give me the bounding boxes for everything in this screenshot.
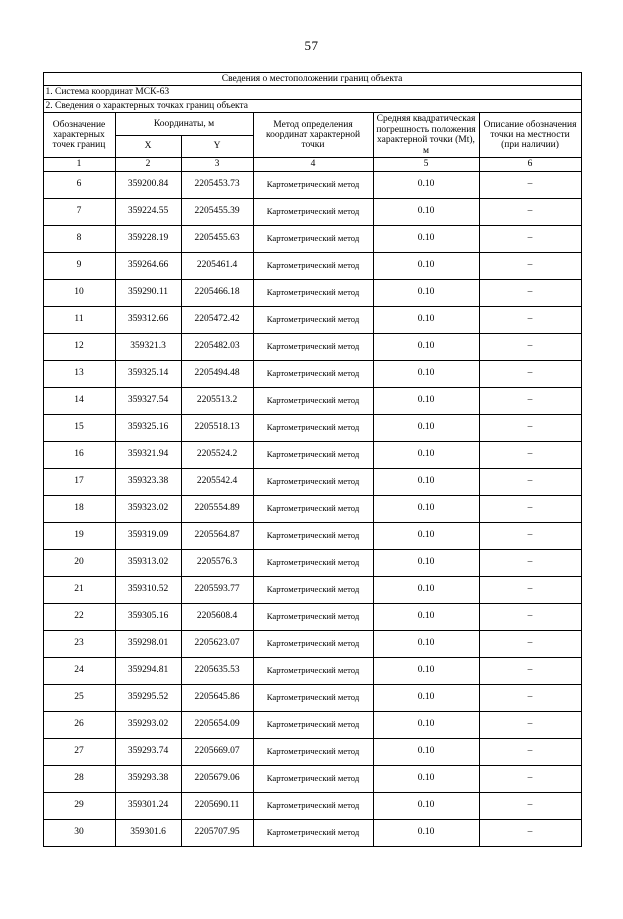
table-row	[43, 306, 581, 333]
cell-coordinate-y: 2205455.39	[181, 198, 253, 225]
cell-coordinate-y: 2205455.63	[181, 225, 253, 252]
cell-method: Картометрический метод	[253, 576, 373, 603]
cell-error: 0.10	[373, 252, 479, 279]
cell-method: Картометрический метод	[253, 792, 373, 819]
cell-description: –	[479, 441, 581, 468]
cell-coordinate-y: 2205576.3	[181, 549, 253, 576]
cell-point-number: 21	[43, 576, 115, 603]
cell-coordinate-x: 359325.14	[115, 360, 181, 387]
cell-point-number: 29	[43, 792, 115, 819]
cell-description: –	[479, 549, 581, 576]
cell-coordinate-x: 359319.09	[115, 522, 181, 549]
cell-description: –	[479, 711, 581, 738]
cell-method: Картометрический метод	[253, 549, 373, 576]
cell-description: –	[479, 495, 581, 522]
cell-error: 0.10	[373, 333, 479, 360]
cell-coordinate-y: 2205518.13	[181, 414, 253, 441]
cell-coordinate-x: 359293.38	[115, 765, 181, 792]
table-row	[43, 684, 581, 711]
section-row-points-info	[43, 99, 581, 112]
cell-coordinate-x: 359224.55	[115, 198, 181, 225]
table-row	[43, 279, 581, 306]
cell-method: Картометрический метод	[253, 468, 373, 495]
cell-error: 0.10	[373, 495, 479, 522]
header-method: Метод определения координат характерной точки	[253, 113, 373, 158]
cell-coordinate-y: 2205645.86	[181, 684, 253, 711]
cell-coordinate-x: 359200.84	[115, 171, 181, 198]
cell-coordinate-x: 359305.16	[115, 603, 181, 630]
cell-description: –	[479, 360, 581, 387]
cell-error: 0.10	[373, 792, 479, 819]
table-body	[43, 73, 581, 172]
table-row	[43, 225, 581, 252]
cell-description: –	[479, 522, 581, 549]
column-number-1: 1	[43, 158, 115, 171]
cell-coordinate-x: 359290.11	[115, 279, 181, 306]
table-row	[43, 252, 581, 279]
table-row	[43, 468, 581, 495]
cell-coordinate-y: 2205635.53	[181, 657, 253, 684]
table-row	[43, 711, 581, 738]
cell-error: 0.10	[373, 711, 479, 738]
table-row	[43, 522, 581, 549]
cell-coordinate-y: 2205554.89	[181, 495, 253, 522]
table-row	[43, 360, 581, 387]
cell-coordinate-x: 359321.3	[115, 333, 181, 360]
cell-point-number: 9	[43, 252, 115, 279]
column-number-3: 3	[181, 158, 253, 171]
cell-error: 0.10	[373, 765, 479, 792]
cell-point-number: 11	[43, 306, 115, 333]
table-title: Сведения о местоположении границ объекта	[43, 73, 581, 86]
cell-error: 0.10	[373, 306, 479, 333]
cell-description: –	[479, 765, 581, 792]
cell-method: Картометрический метод	[253, 360, 373, 387]
cell-coordinate-y: 2205472.42	[181, 306, 253, 333]
cell-error: 0.10	[373, 225, 479, 252]
table-row	[43, 441, 581, 468]
header-point-designation: Обозначение характерных точек границ	[43, 113, 115, 158]
cell-description: –	[479, 468, 581, 495]
cell-coordinate-x: 359295.52	[115, 684, 181, 711]
cell-point-number: 30	[43, 819, 115, 846]
cell-point-number: 18	[43, 495, 115, 522]
cell-description: –	[479, 306, 581, 333]
cell-method: Картометрический метод	[253, 495, 373, 522]
table-row	[43, 819, 581, 846]
cell-error: 0.10	[373, 522, 479, 549]
header-y: Y	[181, 135, 253, 157]
cell-method: Картометрический метод	[253, 225, 373, 252]
boundary-info-table-wrapper	[43, 72, 581, 847]
cell-method: Картометрический метод	[253, 252, 373, 279]
cell-point-number: 24	[43, 657, 115, 684]
cell-coordinate-x: 359294.81	[115, 657, 181, 684]
cell-coordinate-y: 2205466.18	[181, 279, 253, 306]
cell-error: 0.10	[373, 549, 479, 576]
cell-method: Картометрический метод	[253, 279, 373, 306]
cell-point-number: 8	[43, 225, 115, 252]
table-row	[43, 495, 581, 522]
cell-error: 0.10	[373, 387, 479, 414]
cell-error: 0.10	[373, 603, 479, 630]
header-error: Средняя квадратическая погрешность положения характерной точки (Mt), м	[373, 113, 479, 158]
cell-method: Картометрический метод	[253, 441, 373, 468]
cell-coordinate-x: 359327.54	[115, 387, 181, 414]
cell-error: 0.10	[373, 414, 479, 441]
cell-coordinate-x: 359298.01	[115, 630, 181, 657]
cell-description: –	[479, 279, 581, 306]
cell-point-number: 14	[43, 387, 115, 414]
table-row	[43, 549, 581, 576]
cell-error: 0.10	[373, 684, 479, 711]
table-row	[43, 603, 581, 630]
cell-method: Картометрический метод	[253, 198, 373, 225]
cell-description: –	[479, 819, 581, 846]
cell-point-number: 13	[43, 360, 115, 387]
cell-coordinate-y: 2205482.03	[181, 333, 253, 360]
cell-point-number: 22	[43, 603, 115, 630]
cell-error: 0.10	[373, 279, 479, 306]
table-row	[43, 738, 581, 765]
cell-coordinate-y: 2205494.48	[181, 360, 253, 387]
cell-coordinate-x: 359228.19	[115, 225, 181, 252]
cell-method: Картометрический метод	[253, 522, 373, 549]
cell-method: Картометрический метод	[253, 387, 373, 414]
cell-error: 0.10	[373, 576, 479, 603]
cell-error: 0.10	[373, 171, 479, 198]
cell-point-number: 15	[43, 414, 115, 441]
cell-error: 0.10	[373, 198, 479, 225]
cell-point-number: 27	[43, 738, 115, 765]
table-row	[43, 630, 581, 657]
cell-point-number: 26	[43, 711, 115, 738]
cell-description: –	[479, 171, 581, 198]
cell-description: –	[479, 198, 581, 225]
cell-coordinate-x: 359313.02	[115, 549, 181, 576]
table-row	[43, 792, 581, 819]
cell-description: –	[479, 792, 581, 819]
cell-method: Картометрический метод	[253, 765, 373, 792]
section-row-coordinate-system	[43, 86, 581, 99]
column-number-6: 6	[479, 158, 581, 171]
page-number: 57	[304, 38, 319, 53]
cell-coordinate-x: 359312.66	[115, 306, 181, 333]
cell-description: –	[479, 576, 581, 603]
cell-error: 0.10	[373, 738, 479, 765]
cell-point-number: 20	[43, 549, 115, 576]
cell-description: –	[479, 333, 581, 360]
header-row-main	[43, 113, 581, 135]
cell-point-number: 23	[43, 630, 115, 657]
cell-coordinate-x: 359321.94	[115, 441, 181, 468]
cell-method: Картометрический метод	[253, 414, 373, 441]
cell-error: 0.10	[373, 657, 479, 684]
header-coordinates-group: Координаты, м	[115, 113, 253, 135]
cell-coordinate-x: 359310.52	[115, 576, 181, 603]
cell-point-number: 17	[43, 468, 115, 495]
table-row	[43, 765, 581, 792]
cell-coordinate-x: 359293.02	[115, 711, 181, 738]
cell-point-number: 12	[43, 333, 115, 360]
cell-point-number: 19	[43, 522, 115, 549]
cell-point-number: 28	[43, 765, 115, 792]
cell-description: –	[479, 684, 581, 711]
cell-method: Картометрический метод	[253, 738, 373, 765]
table-title-row	[43, 73, 581, 86]
cell-coordinate-x: 359325.16	[115, 414, 181, 441]
table-row	[43, 171, 581, 198]
cell-point-number: 10	[43, 279, 115, 306]
cell-error: 0.10	[373, 819, 479, 846]
cell-coordinate-y: 2205542.4	[181, 468, 253, 495]
cell-description: –	[479, 630, 581, 657]
cell-description: –	[479, 387, 581, 414]
cell-description: –	[479, 252, 581, 279]
cell-coordinate-y: 2205564.87	[181, 522, 253, 549]
cell-description: –	[479, 414, 581, 441]
column-number-row	[43, 158, 581, 171]
cell-description: –	[479, 657, 581, 684]
table-row	[43, 576, 581, 603]
data-rows-body	[43, 171, 581, 846]
cell-coordinate-y: 2205623.07	[181, 630, 253, 657]
cell-coordinate-x: 359264.66	[115, 252, 181, 279]
column-number-2: 2	[115, 158, 181, 171]
cell-coordinate-y: 2205513.2	[181, 387, 253, 414]
cell-coordinate-x: 359323.38	[115, 468, 181, 495]
cell-error: 0.10	[373, 360, 479, 387]
cell-method: Картометрический метод	[253, 711, 373, 738]
cell-method: Картометрический метод	[253, 657, 373, 684]
cell-coordinate-x: 359293.74	[115, 738, 181, 765]
cell-description: –	[479, 603, 581, 630]
cell-method: Картометрический метод	[253, 684, 373, 711]
table-row	[43, 387, 581, 414]
header-x: X	[115, 135, 181, 157]
column-number-5: 5	[373, 158, 479, 171]
cell-coordinate-y: 2205524.2	[181, 441, 253, 468]
cell-coordinate-y: 2205690.11	[181, 792, 253, 819]
cell-coordinate-y: 2205707.95	[181, 819, 253, 846]
cell-error: 0.10	[373, 441, 479, 468]
cell-coordinate-y: 2205453.73	[181, 171, 253, 198]
boundary-info-table	[43, 72, 582, 847]
document-page	[0, 38, 623, 919]
cell-point-number: 16	[43, 441, 115, 468]
section-1-label: 1. Система координат МСК-63	[43, 86, 581, 99]
column-number-4: 4	[253, 158, 373, 171]
cell-method: Картометрический метод	[253, 603, 373, 630]
table-row	[43, 198, 581, 225]
cell-coordinate-y: 2205669.07	[181, 738, 253, 765]
cell-coordinate-x: 359323.02	[115, 495, 181, 522]
cell-point-number: 6	[43, 171, 115, 198]
cell-description: –	[479, 225, 581, 252]
header-description: Описание обозначения точки на местности (при наличии)	[479, 113, 581, 158]
cell-point-number: 7	[43, 198, 115, 225]
cell-coordinate-x: 359301.24	[115, 792, 181, 819]
cell-method: Картометрический метод	[253, 819, 373, 846]
cell-method: Картометрический метод	[253, 333, 373, 360]
cell-coordinate-y: 2205608.4	[181, 603, 253, 630]
table-row	[43, 657, 581, 684]
cell-coordinate-x: 359301.6	[115, 819, 181, 846]
table-row	[43, 333, 581, 360]
cell-coordinate-y: 2205654.09	[181, 711, 253, 738]
cell-coordinate-y: 2205679.06	[181, 765, 253, 792]
cell-coordinate-y: 2205593.77	[181, 576, 253, 603]
cell-error: 0.10	[373, 630, 479, 657]
cell-coordinate-y: 2205461.4	[181, 252, 253, 279]
cell-method: Картометрический метод	[253, 171, 373, 198]
cell-description: –	[479, 738, 581, 765]
cell-point-number: 25	[43, 684, 115, 711]
cell-error: 0.10	[373, 468, 479, 495]
table-row	[43, 414, 581, 441]
section-2-label: 2. Сведения о характерных точках границ объекта	[43, 99, 581, 112]
cell-method: Картометрический метод	[253, 630, 373, 657]
cell-method: Картометрический метод	[253, 306, 373, 333]
